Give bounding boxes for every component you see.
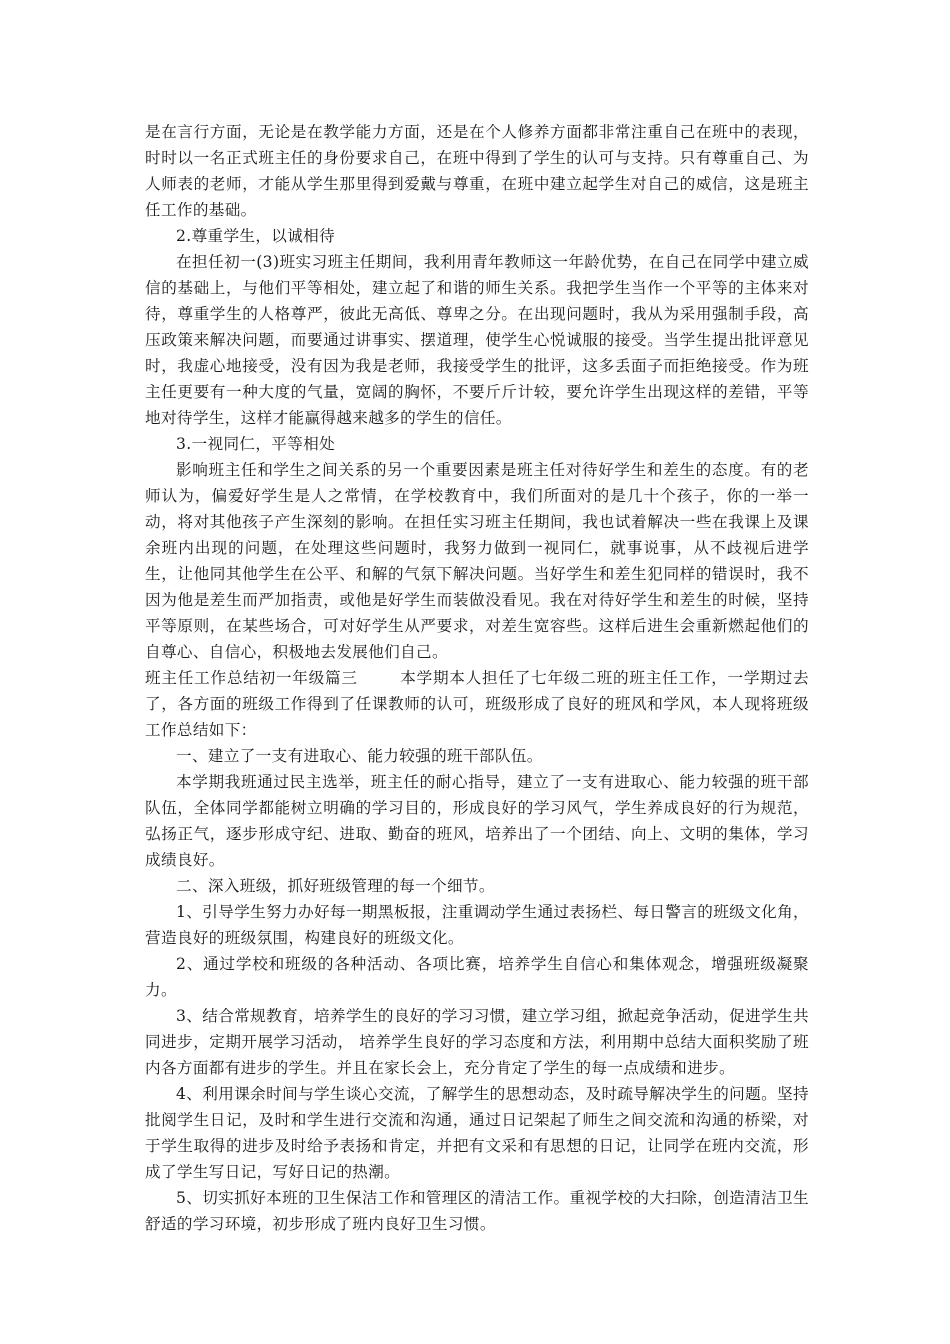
list-item-communication: 4、利用课余时间与学生谈心交流，了解学生的思想动态，及时疏导解决学生的问题。坚持批阅学生日记，及时和学生进行交流和沟通，通过日记架起了师生之间交流和沟通的桥梁，对于学生取得的进步及时给予表扬和肯定，并把有文采和有思想的日记，让同学在班内交流，形成了学生写日记，写好日记的热潮。 <box>145 1085 809 1181</box>
section-intro: 本学期本人担任了七年级二班的班主任工作，一学期过去了，各方面的班级工作得到了任课教师的认可，班级形成了良好的班风和学风，本人现将班级工作总结如下： <box>145 669 809 739</box>
paragraph-respect-students: 在担任初一(3)班实习班主任期间，我利用青年教师这一年龄优势，在自己在同学中建立威信的基础上，与他们平等相处，建立起了和谐的师生关系。我把学生当作一个平等的主体来对待，尊重学生的人格尊严，彼此无高低、尊卑之分。在出现问题时，我从为采用强制手段，高压政策来解决问题，而要通过讲事实、摆道理，使学生心悦诚服的接受。当学生提出批评意见时，我虚心地接受，没有因为我是老师，我接受学生的批评，这多丢面子而拒绝接受。作为班主任更要有一种大度的气量，宽阔的胸怀，不要斤斤计较，要允许学生出现这样的差错，平等地对待学生，这样才能赢得越来越多的学生的信任。 <box>145 253 809 427</box>
list-item-hygiene: 5、切实抓好本班的卫生保洁工作和管理区的清洁工作。重视学校的大扫除，创造清洁卫生舒适的学习环境，初步形成了班内良好卫生习惯。 <box>145 1189 809 1233</box>
list-item-study-habits: 3、结合常规教育，培养学生的良好的学习习惯，建立学习组，掀起竞争活动，促进学生共同进步，定期开展学习活动， 培养学生良好的学习态度和方法，利用期中总结大面积奖励了班内各方面都有进步的学生。并且在家长会上，充分肯定了学生的每一点成绩和进步。 <box>145 1007 809 1077</box>
heading-equal-treatment: 3.一视同仁，平等相处 <box>176 435 336 453</box>
paragraph-opening: 是在言行方面，无论是在教学能力方面，还是在个人修养方面都非常注重自己在班中的表现，时时以一名正式班主任的身份要求自己，在班中得到了学生的认可与支持。只有尊重自己、为人师表的老师，才能从学生那里得到爱戴与尊重，在班中建立起学生对自己的威信，这是班主任工作的基础。 <box>145 123 809 219</box>
section-heading: 班主任工作总结初一年级篇三 <box>145 669 358 687</box>
document-page <box>145 119 809 1237</box>
paragraph-equal-treatment: 影响班主任和学生之间关系的另一个重要因素是班主任对待好学生和差生的态度。有的老师认为，偏爱好学生是人之常情，在学校教育中，我们所面对的是几十个孩子，你的一举一动，将对其他孩子产生深刻的影响。在担任实习班主任期间，我也试着解决一些在我课上及课余班内出现的问题，在处理这些问题时，我努力做到一视同仁，就事说事，从不歧视后进学生，让他同其他学生在公平、和解的气氛下解决问题。当好学生和差生犯同样的错误时，我不因为他是差生而严加指责，或他是好学生而装做没看见。我在对待好学生和差生的时候，坚持平等原则，在某些场合，可对好学生从严要求，对差生宽容些。这样后进生会重新燃起他们的自尊心、自信心，积极地去发展他们自己。 <box>145 461 809 661</box>
list-item-activities: 2、通过学校和班级的各种活动、各项比赛，培养学生自信心和集体观念，增强班级凝聚力。 <box>145 955 809 999</box>
paragraph-class-cadre: 本学期我班通过民主选举，班主任的耐心指导，建立了一支有进取心、能力较强的班干部队伍，全体同学都能树立明确的学习目的，形成良好的学习风气，学生养成良好的行为规范，弘扬正气，逐步形成守纪、进取、勤奋的班风，培养出了一个团结、向上、文明的集体，学习成绩良好。 <box>145 773 809 869</box>
heading-class-cadre: 一、建立了一支有进取心、能力较强的班干部队伍。 <box>176 747 543 765</box>
section-heading-paragraph <box>145 665 809 743</box>
heading-class-management: 二、深入班级，抓好班级管理的每一个细节。 <box>176 877 495 895</box>
list-item-blackboard: 1、引导学生努力办好每一期黑板报，注重调动学生通过表扬栏、每日警言的班级文化角，营造良好的班级氛围，构建良好的班级文化。 <box>145 903 809 947</box>
heading-respect-students: 2.尊重学生，以诚相待 <box>176 227 336 245</box>
